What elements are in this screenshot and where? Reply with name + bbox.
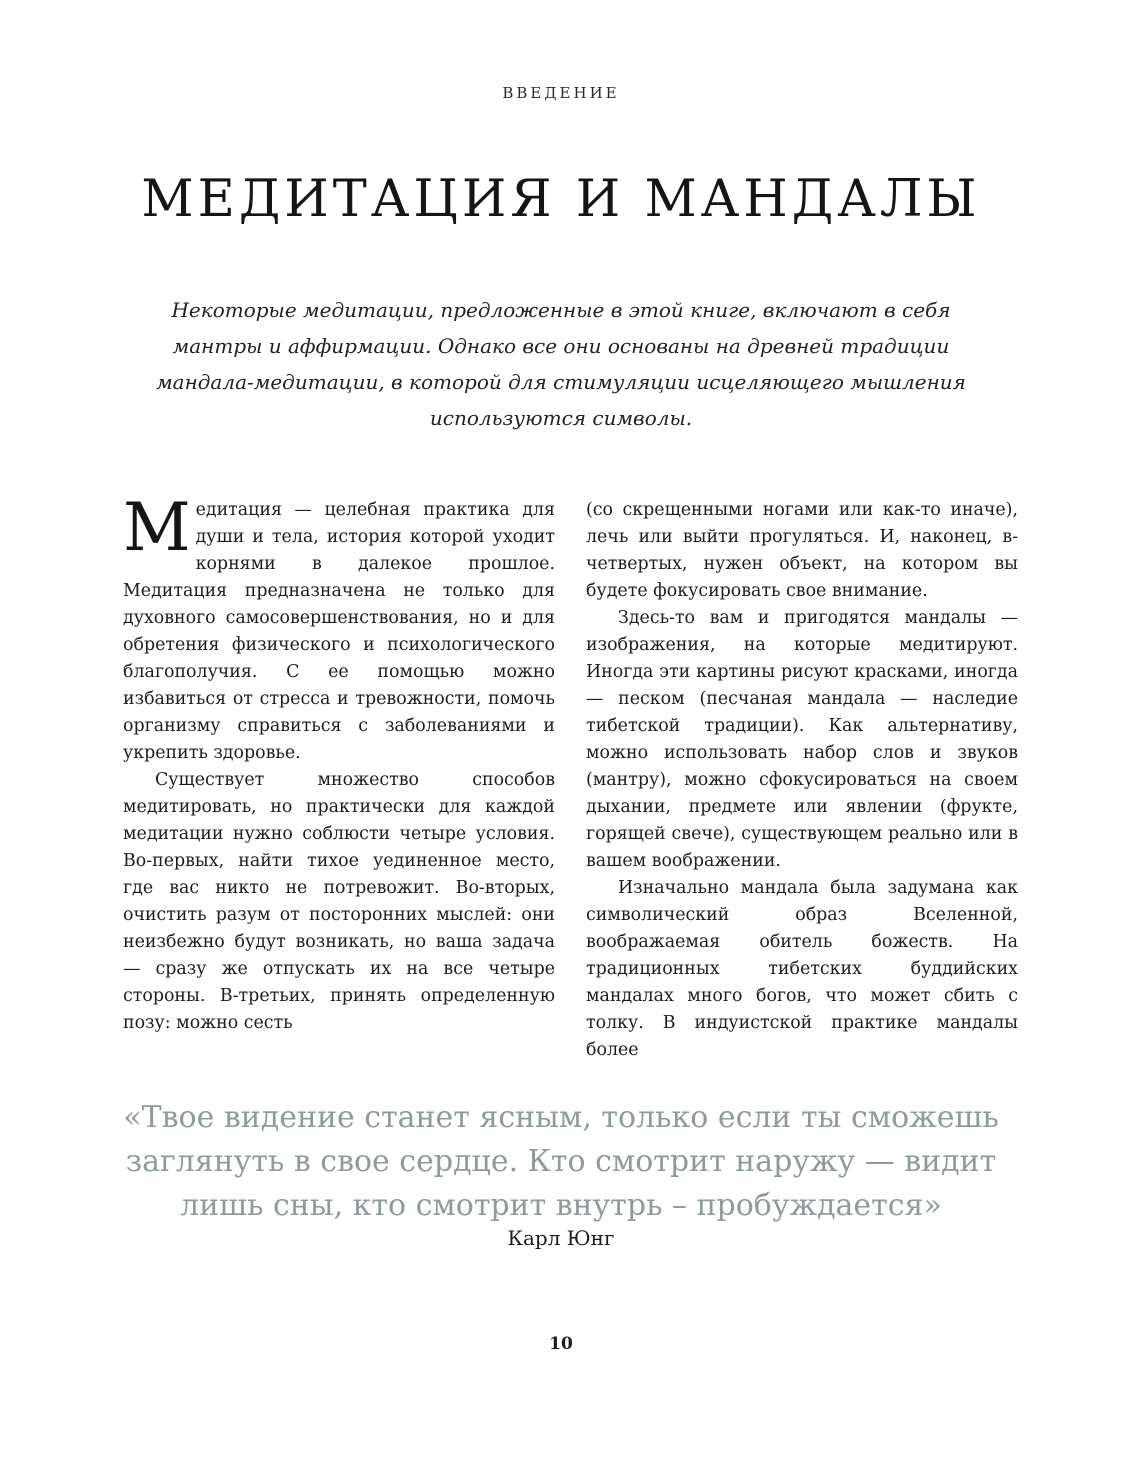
lead-paragraph: Некоторые медитации, предложенные в этой книге, включают в себя мантры и аффирмации. Однако все они основаны на древней традиции мандала-медитации, в которой для стимуляции исцеляющего мышления используются символы. [156, 298, 966, 430]
chapter-title: МЕДИТАЦИЯ И МАНДАЛЫ [141, 170, 981, 229]
body-paragraph: Здесь-то вам и пригодятся мандалы — изображения, на которые медитируют. Иногда эти картины рисуют красками, иногда — песком (песчаная мандала — наследие тибетской традиции). Как альтернативу, можно использовать набор слов и звуков (мантру), можно сфокусироваться на своем дыхании, предмете или явлении (фрукте, горящей свече), существующем реально или в вашем воображении. [586, 608, 1018, 871]
body-paragraph: Существует множество способов медитировать, но практически для каждой медитации нужно соблюсти четыре условия. Во-первых, найти тихое уединенное место, где вас никто не потревожит. Во-вторых, очистить разум от посторонних мыслей: они неизбежно будут возникать, но ваша задача — сразу же отпускать их на все четыре стороны. В-третьих, принять определенную позу: можно сесть [123, 770, 555, 1033]
page-number: 10 [549, 1334, 573, 1354]
pull-quote: «Твое видение станет ясным, только если ты сможешь заглянуть в свое сердце. Кто смотрит наружу — видит лишь сны, кто смотрит внутрь – пробуждается» [123, 1100, 999, 1223]
body-column-right [586, 497, 1018, 1064]
body-column-left [123, 489, 555, 1037]
drop-cap: М [123, 489, 191, 566]
body-paragraph [123, 489, 555, 767]
body-paragraph: Изначально мандала была задумана как символический образ Вселенной, воображаемая обитель божеств. На традиционных тибетских буддийских мандалах много богов, что может сбить с толку. В индуистской практике мандалы более [586, 878, 1018, 1060]
quote-author: Карл Юнг [507, 1226, 615, 1250]
body-paragraph: (со скрещенными ногами или как-то иначе), лечь или выйти прогуляться. И, наконец, в-четвертых, нужен объект, на котором вы будете фокусировать свое внимание. [586, 500, 1018, 601]
section-label: ВВЕДЕНИЕ [502, 84, 620, 102]
paragraph-text: едитация — целебная практика для души и тела, история которой уходит корнями в далекое прошлое. Медитация предназначена не только для духовного самосовершенствования, но и для обретения физического и психологического благополучия. С ее помощью можно избавиться от стресса и тревожности, помочь организму справиться с заболеваниями и укрепить здоровье. [123, 500, 555, 763]
